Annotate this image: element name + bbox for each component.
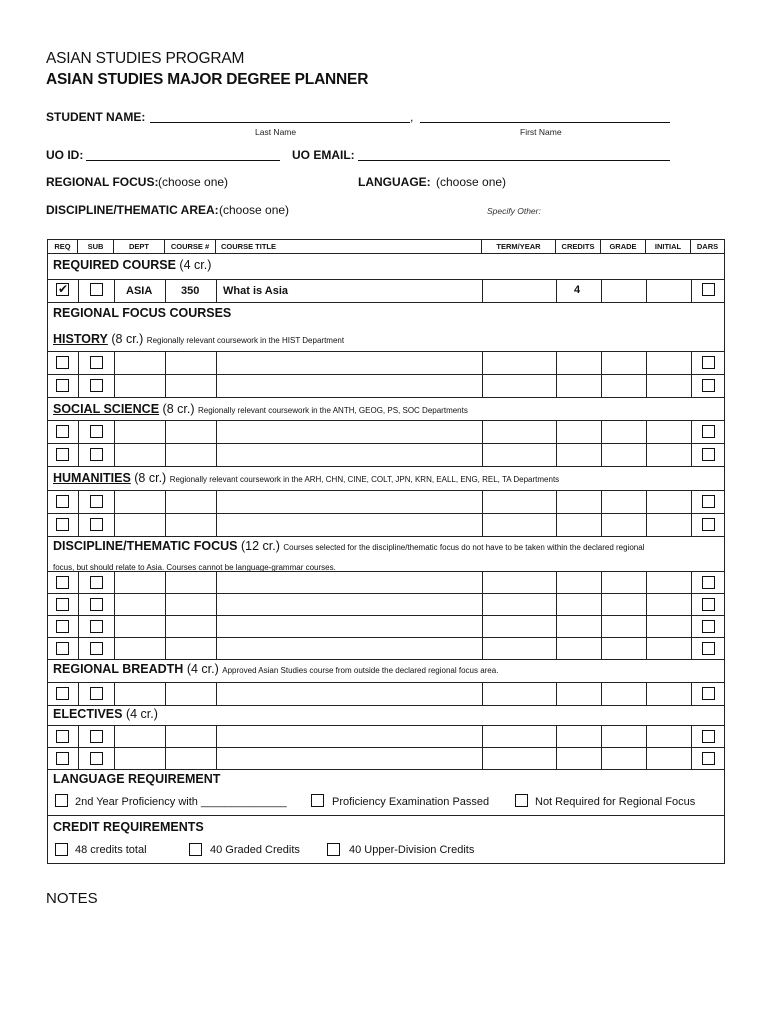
check-icon: ✔ — [58, 282, 69, 296]
degree-planner-table — [47, 239, 725, 864]
regional-breadth-row-sub-checkbox[interactable] — [90, 687, 103, 700]
page-title: ASIAN STUDIES MAJOR DEGREE PLANNER — [46, 71, 369, 88]
discipline-focus-row-dars-checkbox[interactable] — [702, 598, 715, 611]
history-row-req-checkbox[interactable] — [56, 356, 69, 369]
col-line — [216, 682, 217, 705]
exam-passed-checkbox[interactable] — [311, 794, 324, 807]
required-course-title: What is Asia — [223, 285, 288, 297]
col-line — [482, 682, 483, 705]
history-row-req-checkbox[interactable] — [56, 379, 69, 392]
electives-row-sub-checkbox[interactable] — [90, 752, 103, 765]
sub-checkbox[interactable] — [90, 283, 103, 296]
first-name-caption: First Name — [520, 127, 562, 137]
name-comma: , — [410, 110, 414, 124]
discipline-focus-row-dars-checkbox[interactable] — [702, 642, 715, 655]
student-name-label: STUDENT NAME: — [46, 110, 146, 124]
first-name-field[interactable] — [420, 110, 670, 123]
credit-requirements-heading: CREDIT REQUIREMENTS — [53, 820, 204, 834]
language-label: LANGUAGE: — [358, 175, 431, 189]
exam-passed-option: Proficiency Examination Passed — [332, 796, 490, 808]
discipline-focus-note-cont: focus, but should relate to Asia. Courses cannot be language-grammar courses. — [53, 563, 336, 572]
humanities-row-sub-checkbox[interactable] — [90, 495, 103, 508]
upper-division-option: 40 Upper-Division Credits — [349, 844, 475, 856]
humanities-row-dars-checkbox[interactable] — [702, 518, 715, 531]
col-header-dars: DARS — [696, 242, 719, 251]
history-row-dars-checkbox[interactable] — [702, 379, 715, 392]
credits-total-checkbox[interactable] — [55, 843, 68, 856]
discipline-focus-row-req-checkbox[interactable] — [56, 620, 69, 633]
social-science-row-req-checkbox[interactable] — [56, 448, 69, 461]
discipline-focus-row-sub-checkbox[interactable] — [90, 598, 103, 611]
col-line — [165, 279, 166, 302]
discipline-focus-row-req-checkbox[interactable] — [56, 642, 69, 655]
credits-total-option: 48 credits total — [75, 844, 147, 856]
section-line — [48, 815, 724, 816]
row-line — [48, 420, 724, 421]
col-header-course-num: COURSE # — [165, 240, 216, 253]
electives-row-req-checkbox[interactable] — [56, 752, 69, 765]
row-line — [48, 637, 724, 638]
discipline-label: DISCIPLINE/THEMATIC AREA: — [46, 203, 219, 217]
social-science-row-sub-checkbox[interactable] — [90, 448, 103, 461]
col-line — [691, 682, 692, 705]
col-line — [482, 279, 483, 302]
col-line — [601, 279, 602, 302]
uo-id-label: UO ID: — [46, 148, 84, 162]
not-required-checkbox[interactable] — [515, 794, 528, 807]
history-heading: HISTORY (8 cr.) Regionally relevant coursework in the HIST Department — [53, 332, 345, 346]
discipline-focus-row-dars-checkbox[interactable] — [702, 620, 715, 633]
regional-breadth-heading: REGIONAL BREADTH (4 cr.) Approved Asian Studies course from outside the declared regional focus area. — [53, 662, 499, 676]
proficiency-checkbox[interactable] — [55, 794, 68, 807]
row-line — [48, 725, 724, 726]
col-line — [165, 682, 166, 705]
history-row-dars-checkbox[interactable] — [702, 356, 715, 369]
history-row-sub-checkbox[interactable] — [90, 379, 103, 392]
discipline-focus-row-req-checkbox[interactable] — [56, 598, 69, 611]
discipline-focus-row-sub-checkbox[interactable] — [90, 576, 103, 589]
row-line — [48, 659, 724, 660]
row-line — [48, 513, 724, 514]
social-science-row-dars-checkbox[interactable] — [702, 425, 715, 438]
uo-id-field[interactable] — [86, 148, 280, 161]
notes-label: NOTES — [46, 890, 98, 907]
last-name-field[interactable] — [150, 110, 410, 123]
proficiency-option: 2nd Year Proficiency with ______________ — [75, 796, 287, 808]
regional-focus-select[interactable]: (choose one) — [158, 175, 229, 189]
row-line — [48, 466, 724, 467]
row-line — [48, 443, 724, 444]
electives-row-sub-checkbox[interactable] — [90, 730, 103, 743]
electives-heading: ELECTIVES (4 cr.) — [53, 707, 158, 721]
humanities-heading: HUMANITIES (8 cr.) Regionally relevant coursework in the ARH, CHN, CINE, COLT, JPN, KRN, EALL, ENG, REL, TA Departments — [53, 471, 560, 485]
req-checkbox-checked[interactable] — [56, 283, 69, 296]
row-line — [48, 747, 724, 748]
row-line — [48, 351, 724, 352]
col-line — [78, 279, 79, 302]
discipline-focus-row-sub-checkbox[interactable] — [90, 620, 103, 633]
col-header-sub: SUB — [78, 240, 114, 253]
col-header-course-title: COURSE TITLE — [216, 240, 482, 253]
row-line — [48, 374, 724, 375]
electives-row-dars-checkbox[interactable] — [702, 730, 715, 743]
discipline-focus-heading: DISCIPLINE/THEMATIC FOCUS (12 cr.) Courses selected for the discipline/thematic focus do not have to be taken within the declared regional — [53, 539, 645, 553]
col-line — [114, 279, 115, 302]
required-course-credits: 4 — [574, 284, 581, 296]
regional-breadth-row-dars-checkbox[interactable] — [702, 687, 715, 700]
col-line — [556, 682, 557, 705]
not-required-option: Not Required for Regional Focus — [535, 796, 696, 808]
col-header-dept: DEPT — [114, 240, 165, 253]
uo-email-label: UO EMAIL: — [292, 148, 355, 162]
humanities-row-req-checkbox[interactable] — [56, 518, 69, 531]
required-course-heading: REQUIRED COURSE (4 cr.) — [53, 258, 212, 272]
uo-email-field[interactable] — [358, 148, 670, 161]
col-line — [691, 279, 692, 302]
social-science-heading: SOCIAL SCIENCE (8 cr.) Regionally relevant coursework in the ANTH, GEOG, PS, SOC Departments — [53, 402, 468, 416]
header-divider — [48, 253, 724, 254]
regional-breadth-row-req-checkbox[interactable] — [56, 687, 69, 700]
row-line — [48, 571, 724, 572]
col-line — [78, 682, 79, 705]
row-line — [48, 490, 724, 491]
required-course-number: 350 — [181, 285, 200, 297]
language-requirement-heading: LANGUAGE REQUIREMENT — [53, 772, 221, 786]
discipline-focus-row-req-checkbox[interactable] — [56, 576, 69, 589]
row-line — [48, 536, 724, 537]
col-line — [601, 682, 602, 705]
col-header-term: TERM/YEAR — [482, 240, 556, 253]
social-science-row-req-checkbox[interactable] — [56, 425, 69, 438]
col-line — [216, 279, 217, 302]
row-line — [48, 615, 724, 616]
row-line — [48, 682, 724, 683]
last-name-caption: Last Name — [255, 127, 297, 137]
discipline-select[interactable]: (choose one) — [219, 203, 290, 217]
row-line — [48, 705, 724, 706]
electives-row-dars-checkbox[interactable] — [702, 752, 715, 765]
graded-credits-checkbox[interactable] — [189, 843, 202, 856]
humanities-row-req-checkbox[interactable] — [56, 495, 69, 508]
discipline-focus-row-dars-checkbox[interactable] — [702, 576, 715, 589]
social-science-row-dars-checkbox[interactable] — [702, 448, 715, 461]
discipline-focus-row-sub-checkbox[interactable] — [90, 642, 103, 655]
row-line — [48, 769, 724, 770]
dars-checkbox[interactable] — [702, 283, 715, 296]
row-line — [48, 302, 724, 303]
regional-focus-heading: REGIONAL FOCUS COURSES — [53, 306, 232, 320]
regional-focus-label: REGIONAL FOCUS: — [46, 175, 159, 189]
history-row-sub-checkbox[interactable] — [90, 356, 103, 369]
social-science-row-sub-checkbox[interactable] — [90, 425, 103, 438]
col-header-initial: INITIAL — [646, 240, 691, 253]
col-line — [114, 682, 115, 705]
humanities-row-sub-checkbox[interactable] — [90, 518, 103, 531]
row-line — [48, 397, 724, 398]
language-select[interactable]: (choose one) — [436, 175, 507, 189]
upper-division-checkbox[interactable] — [327, 843, 340, 856]
graded-credits-option: 40 Graded Credits — [210, 844, 300, 856]
col-line — [646, 279, 647, 302]
col-line — [646, 682, 647, 705]
row-line — [48, 593, 724, 594]
humanities-row-dars-checkbox[interactable] — [702, 495, 715, 508]
col-header-grade: GRADE — [601, 240, 646, 253]
electives-row-req-checkbox[interactable] — [56, 730, 69, 743]
specify-other-label: Specify Other: — [487, 206, 541, 216]
row-line — [48, 279, 724, 280]
col-header-req: REQ — [48, 240, 78, 253]
required-dept: ASIA — [126, 285, 153, 297]
program-name: ASIAN STUDIES PROGRAM — [46, 50, 245, 67]
col-header-credits: CREDITS — [556, 240, 601, 253]
col-line — [556, 279, 557, 302]
